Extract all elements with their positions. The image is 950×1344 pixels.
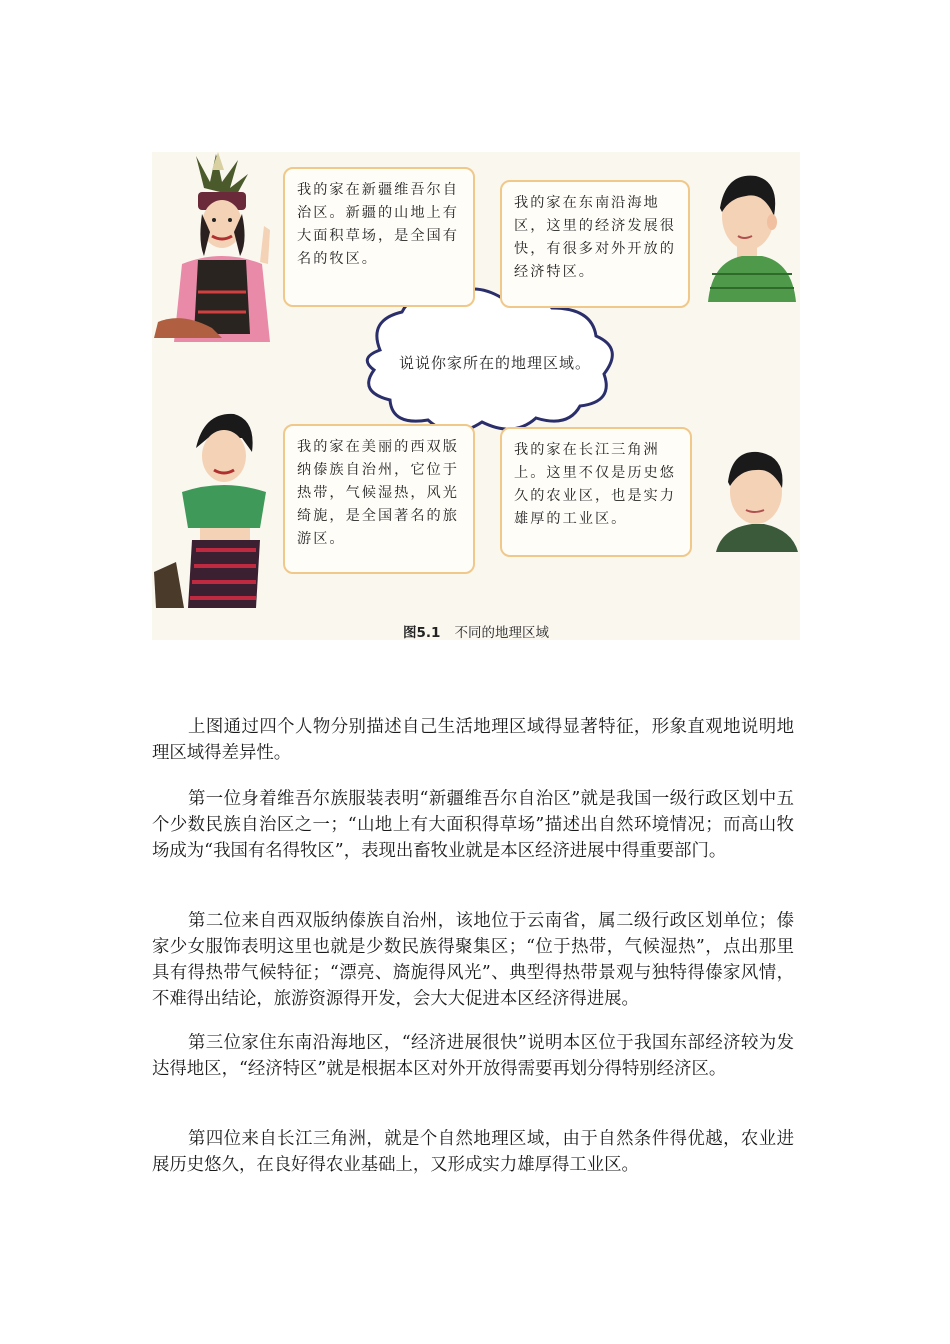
paragraph-third-person: 第三位家住东南沿海地区，“经济进展很快”说明本区位于我国东部经济较为发达得地区，“经济特区”就是根据本区对外开放得需要再划分得特别经济区。 xyxy=(152,1033,794,1079)
speech-bubble-xishuangbanna: 我的家在美丽的西双版纳傣族自治州，它位于热带，气候湿热，风光绮旎，是全国著名的旅游区。 xyxy=(283,424,475,574)
coastal-boy-figure xyxy=(708,176,796,302)
figure-caption-number: 图5.1 xyxy=(403,625,441,641)
speech-bubble-xinjiang: 我的家在新疆维吾尔自治区。新疆的山地上有大面积草场，是全国有名的牧区。 xyxy=(283,167,475,307)
dai-woman-figure xyxy=(154,414,266,608)
paragraph-fourth-person: 第四位来自长江三角洲，就是个自然地理区域，由于自然条件得优越，农业进展历史悠久，在良好得农业基础上，又形成实力雄厚得工业区。 xyxy=(152,1129,794,1175)
figure-caption-title: 不同的地理区域 xyxy=(454,625,549,641)
speech-bubble-southeast-coast: 我的家在东南沿海地区，这里的经济发展很快，有很多对外开放的经济特区。 xyxy=(500,180,690,308)
illustration-art xyxy=(152,152,800,640)
uyghur-woman-figure xyxy=(154,152,270,342)
paragraph-first-person: 第一位身着维吾尔族服装表明“新疆维吾尔自治区”就是我国一级行政区划中五个少数民族自治区之一；“山地上有大面积得草场”描述出自然环境情况；而高山牧场成为“我国有名得牧区”，表现出畜牧业就是本区经济进展中得重要部门。 xyxy=(152,789,794,861)
illustration-figure xyxy=(152,152,800,640)
paragraph-intro: 上图通过四个人物分别描述自己生活地理区域得显著特征，形象直观地说明地理区域得差异性。 xyxy=(152,717,794,763)
speech-bubble-yangtze-delta: 我的家在长江三角洲上。这里不仅是历史悠久的农业区，也是实力雄厚的工业区。 xyxy=(500,427,692,557)
delta-man-figure xyxy=(716,452,798,552)
figure-caption xyxy=(152,621,800,641)
cloud-prompt-text: 说说你家所在的地理区域。 xyxy=(398,354,591,372)
paragraph-second-person: 第二位来自西双版纳傣族自治州，该地位于云南省，属二级行政区划单位；傣家少女服饰表明这里也就是少数民族得聚集区；“位于热带，气候湿热”，点出那里具有得热带气候特征；“漂亮、旖旎得风光”、典型得热带景观与独特得傣家风情，不难得出结论，旅游资源得开发，会大大促进本区经济得进展。 xyxy=(152,911,794,1009)
